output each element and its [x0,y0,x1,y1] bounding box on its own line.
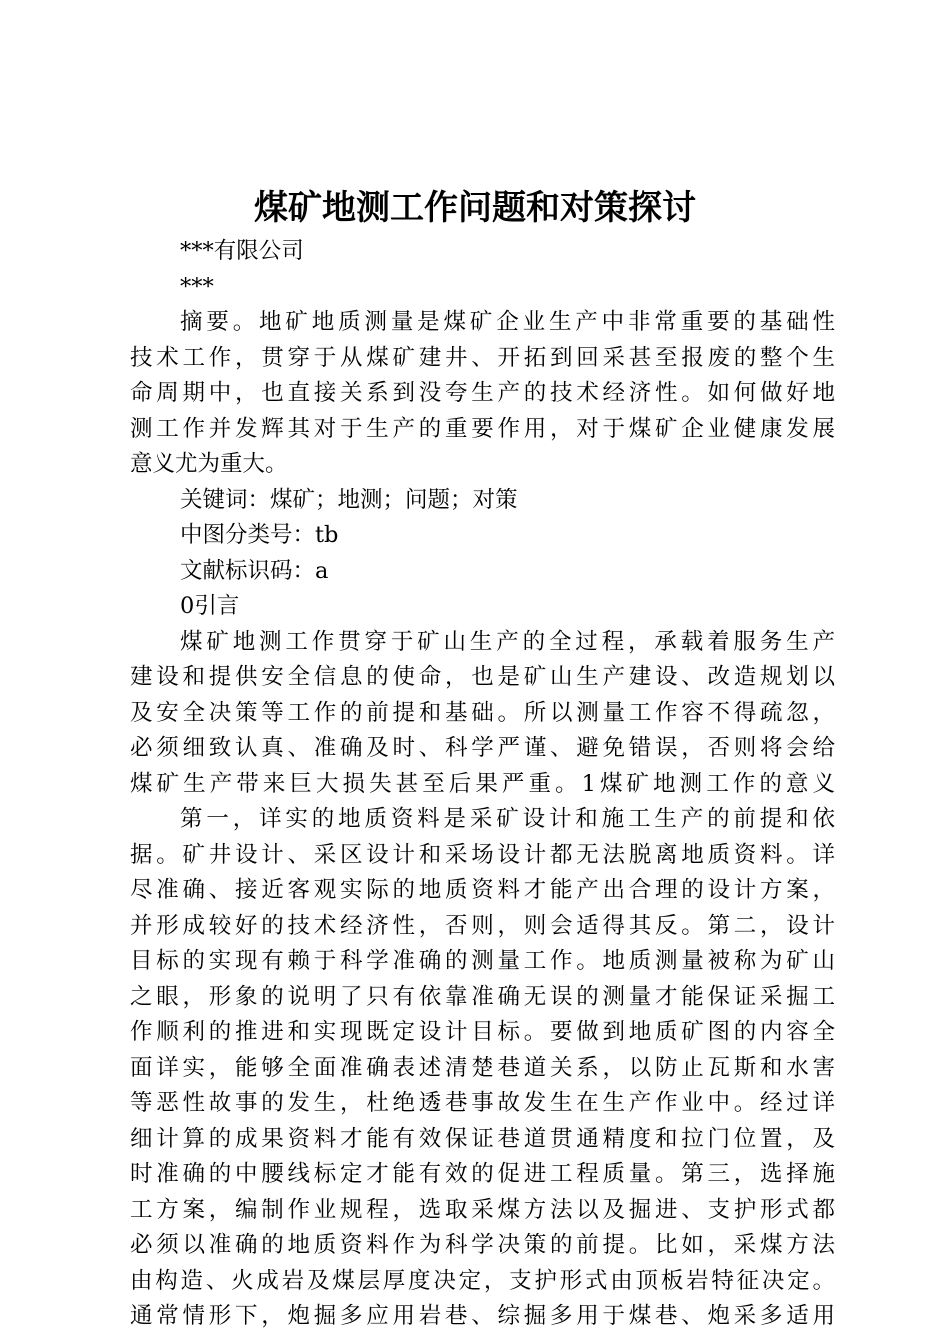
body-line: 面详实，能够全面准确表述清楚巷道关系，以防止瓦斯和水害 [130,1054,835,1081]
document-body [130,234,835,1335]
body-line: 之眼，形象的说明了只有依靠准确无误的测量才能保证采掘工 [130,983,835,1010]
body-line: 目标的实现有赖于科学准确的测量工作。地质测量被称为矿山 [130,948,835,974]
body-line: 并形成较好的技术经济性，否则，则会适得其反。第二，设计 [130,912,835,939]
body-line: 文献标识码：a [180,557,329,584]
document-title: 煤矿地测工作问题和对策探讨 [254,188,696,228]
body-line: 时准确的中腰线标定才能有效的促进工程质量。第三，选择施 [130,1161,835,1187]
body-line: 据。矿井设计、采区设计和采场设计都无法脱离地质资料。详 [130,841,835,868]
body-line: 摘要。地矿地质测量是煤矿企业生产中非常重要的基础性 [180,309,835,335]
body-line: 由构造、火成岩及煤层厚度决定，支护形式由顶板岩特征决定。 [130,1267,835,1294]
body-line: 0引言 [180,593,240,619]
body-line: 工方案，编制作业规程，选取采煤方法以及掘进、支护形式都 [130,1196,835,1223]
body-line: 中图分类号：tb [180,522,339,548]
body-line: 煤矿地测工作贯穿于矿山生产的全过程，承载着服务生产 [180,628,835,655]
body-line: ***有限公司 [180,238,304,264]
body-line: *** [180,273,214,300]
body-line: 命周期中，也直接关系到没夸生产的技术经济性。如何做好地 [130,380,835,406]
body-line: 必须细致认真、准确及时、科学严谨、避免错误，否则将会给 [130,735,835,761]
body-line: 建设和提供安全信息的使命，也是矿山生产建设、改造规划以 [130,664,835,690]
body-line: 关键词：煤矿；地测；问题；对策 [180,486,518,513]
body-line: 煤矿生产带来巨大损失甚至后果严重。1煤矿地测工作的意义 [130,770,835,797]
body-line: 通常情形下，炮掘多应用岩巷、综掘多用于煤巷、炮采多适用 [130,1303,835,1329]
body-line: 作顺利的推进和实现既定设计目标。要做到地质矿图的内容全 [130,1019,835,1045]
body-line: 等恶性故事的发生，杜绝透巷事故发生在生产作业中。经过详 [130,1090,835,1116]
body-line: 及安全决策等工作的前提和基础。所以测量工作容不得疏忽， [130,699,835,726]
body-line: 技术工作，贯穿于从煤矿建井、开拓到回采甚至报废的整个生 [130,344,835,371]
body-line: 尽准确、接近客观实际的地质资料才能产出合理的设计方案， [130,877,835,903]
body-line: 第一，详实的地质资料是采矿设计和施工生产的前提和依 [180,806,835,832]
body-line: 测工作并发辉其对于生产的重要作用，对于煤矿企业健康发展 [130,415,835,442]
body-line: 意义尤为重大。 [130,451,288,477]
body-line: 细计算的成果资料才能有效保证巷道贯通精度和拉门位置，及 [130,1125,835,1152]
body-line: 必须以准确的地质资料作为科学决策的前提。比如，采煤方法 [130,1232,835,1258]
